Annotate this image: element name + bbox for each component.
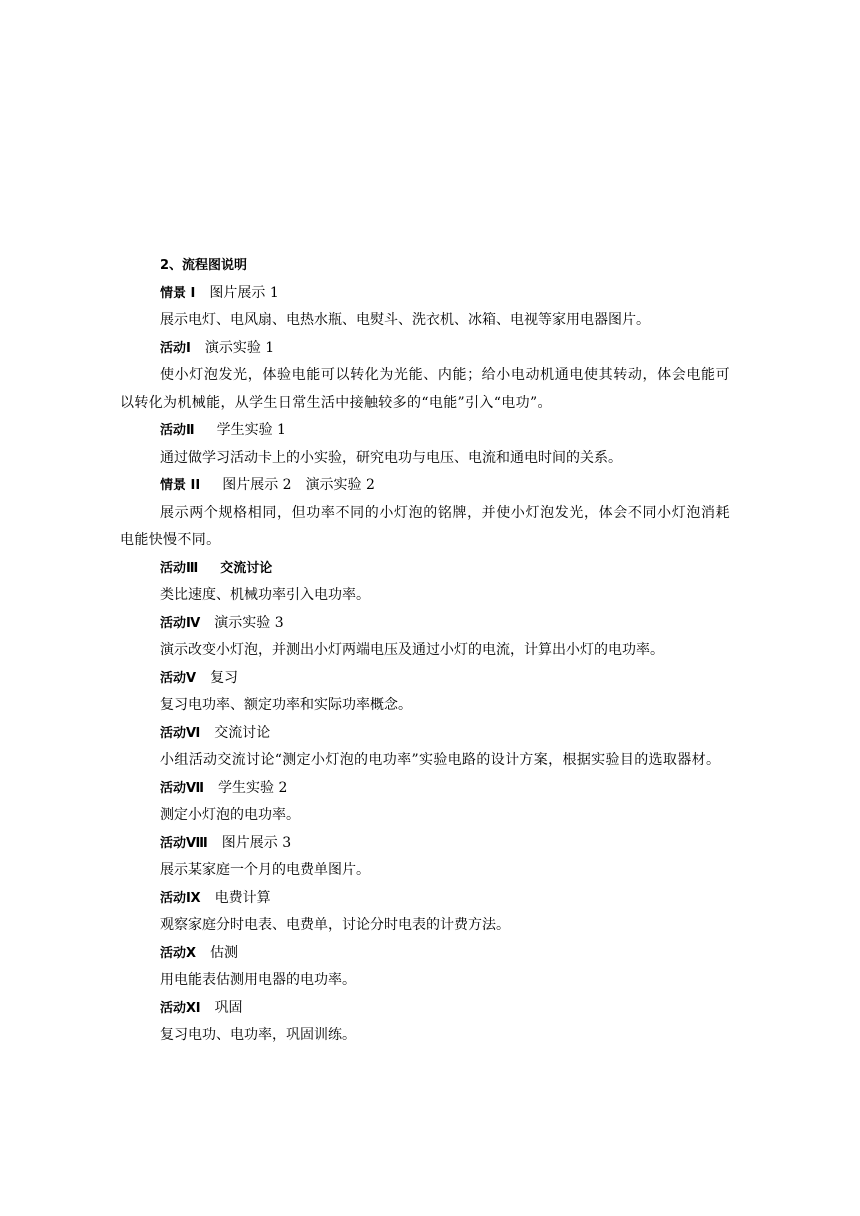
block-title: 演示实验 1 xyxy=(204,339,275,356)
block-title: 复习 xyxy=(210,669,239,686)
block-title-secondary: 演示实验 2 xyxy=(305,477,375,493)
block-heading xyxy=(120,335,730,363)
block-label: 活动Ⅰ xyxy=(160,340,191,356)
block-title: 学生实验 1 xyxy=(216,422,286,438)
block-label: 活动Ⅸ xyxy=(160,890,201,906)
block-body: 复习电功、电功率，巩固训练。 xyxy=(160,1027,356,1043)
block-label: 活动Ⅺ xyxy=(160,1000,201,1016)
block-body: 通过做学习活动卡上的小实验，研究电功与电压、电流和通电时间的关系。 xyxy=(160,449,622,466)
block-heading xyxy=(120,830,730,858)
block-heading xyxy=(120,280,730,308)
block-title: 巩固 xyxy=(214,999,243,1016)
block-body: 用电能表估测用电器的电功率。 xyxy=(160,972,356,988)
document-content xyxy=(120,252,730,1050)
block-body: 类比速度、机械功率引入电功率。 xyxy=(160,587,370,603)
block-title: 交流讨论 xyxy=(214,724,271,741)
block-title: 图片展示 1 xyxy=(209,284,279,301)
block-title: 图片展示 2 xyxy=(222,477,292,493)
block-body: 使小灯泡发光，体验电能可以转化为光能、内能；给小电动机通电使其转动，体会电能可以转化为机械能，从学生日常生活中接触较多的“电能”引入“电功”。 xyxy=(120,367,730,411)
block-label: 活动Ⅳ xyxy=(160,615,201,631)
block-label: 活动Ⅱ xyxy=(160,423,195,438)
block-heading xyxy=(120,472,730,500)
block-body: 观察家庭分时电表、电费单，讨论分时电表的计费方法。 xyxy=(160,917,510,933)
block-heading xyxy=(120,775,730,803)
block-title: 估测 xyxy=(210,944,239,961)
block-body: 展示电灯、电风扇、电热水瓶、电熨斗、洗衣机、冰箱、电视等家用电器图片。 xyxy=(160,312,650,328)
block-body: 演示改变小灯泡，并测出小灯两端电压及通过小灯的电流，计算出小灯的电功率。 xyxy=(160,642,664,658)
block-heading xyxy=(120,665,730,693)
block-body: 展示某家庭一个月的电费单图片。 xyxy=(160,862,370,878)
block-label: 情景 I xyxy=(160,285,196,301)
block-heading xyxy=(120,885,730,913)
block-body: 测定小灯泡的电功率。 xyxy=(160,807,300,823)
block-body: 小组活动交流讨论“测定小灯泡的电功率”实验电路的设计方案，根据实验目的选取器材。 xyxy=(160,752,721,768)
block-heading xyxy=(120,417,730,445)
block-body: 复习电功率、额定功率和实际功率概念。 xyxy=(160,697,412,713)
block-label: 情景 II xyxy=(160,478,201,493)
block-heading xyxy=(120,940,730,968)
section-title: 2、流程图说明 xyxy=(160,258,248,273)
block-heading xyxy=(120,610,730,638)
block-title: 学生实验 2 xyxy=(218,779,288,796)
block-title: 交流讨论 xyxy=(220,560,273,576)
block-title: 图片展示 3 xyxy=(221,834,292,851)
block-heading xyxy=(120,555,730,583)
block-label: 活动Ⅴ xyxy=(160,670,197,686)
block-label: 活动Ⅹ xyxy=(160,945,197,961)
block-heading xyxy=(120,720,730,748)
block-heading xyxy=(120,995,730,1023)
block-body: 展示两个规格相同，但功率不同的小灯泡的铭牌，并使小灯泡发光，体会不同小灯泡消耗电能快慢不同。 xyxy=(120,504,730,548)
block-label: 活动Ⅶ xyxy=(160,780,205,796)
block-title: 演示实验 3 xyxy=(214,614,284,631)
block-label: 活动Ⅵ xyxy=(160,725,201,741)
block-label: 活动Ⅲ xyxy=(160,560,199,576)
block-label: 活动Ⅷ xyxy=(160,835,208,851)
block-title: 电费计算 xyxy=(214,889,271,906)
